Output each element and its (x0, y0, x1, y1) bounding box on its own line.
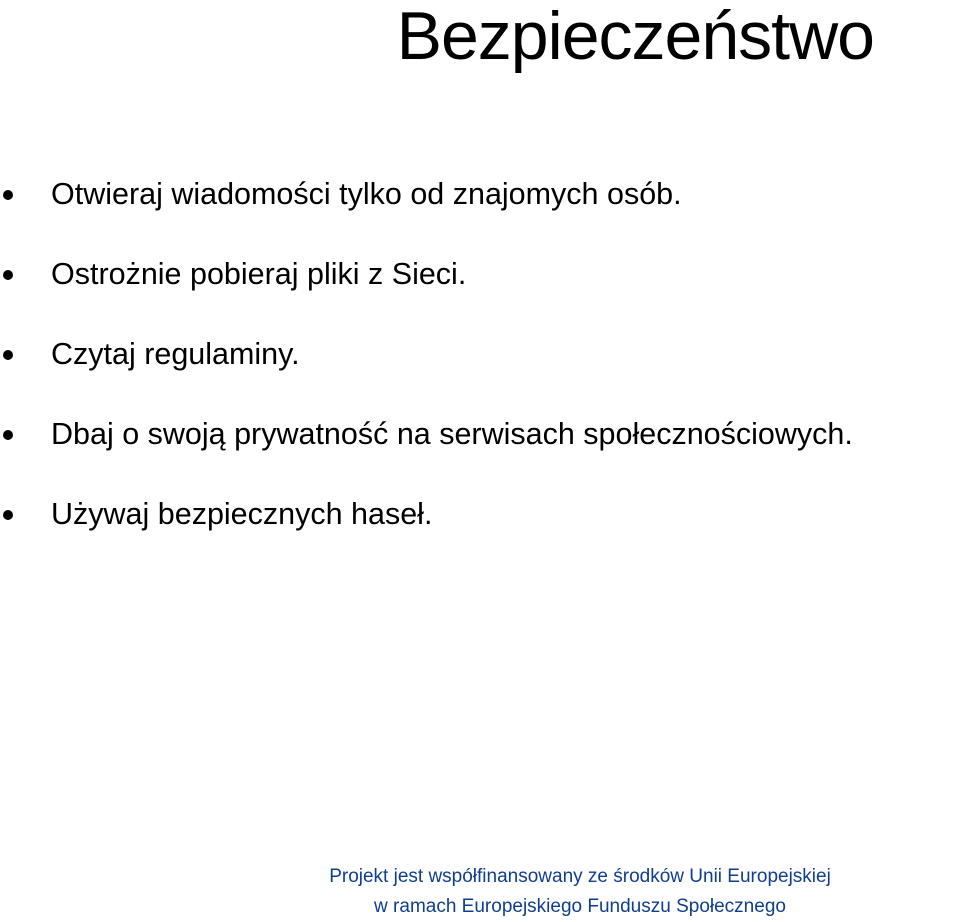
bullet-dot-icon (3, 350, 13, 360)
bullet-text: Dbaj o swoją prywatność na serwisach społecznościowych. (51, 417, 853, 451)
bullet-text: Czytaj regulaminy. (51, 337, 300, 371)
bullet-list (0, 166, 960, 566)
bullet-dot-icon (3, 190, 13, 200)
footer-line-1: Projekt jest współfinansowany ze środków Unii Europejskiej (329, 866, 831, 887)
slide-title: Bezpieczeństwo (396, 0, 874, 74)
bullet-text: Używaj bezpiecznych haseł. (51, 497, 433, 531)
bullet-dot-icon (3, 270, 13, 280)
bullet-text: Ostrożnie pobieraj pliki z Sieci. (51, 257, 467, 291)
bullet-item (0, 406, 960, 486)
bullet-item (0, 326, 960, 406)
footer-line-2: w ramach Europejskiego Funduszu Społecznego (374, 896, 786, 917)
bullet-text: Otwieraj wiadomości tylko od znajomych osób. (51, 177, 682, 211)
bullet-item (0, 246, 960, 326)
funding-footer (220, 862, 940, 922)
bullet-item (0, 166, 960, 246)
bullet-dot-icon (3, 430, 13, 440)
bullet-dot-icon (3, 510, 13, 520)
bullet-item (0, 486, 960, 566)
